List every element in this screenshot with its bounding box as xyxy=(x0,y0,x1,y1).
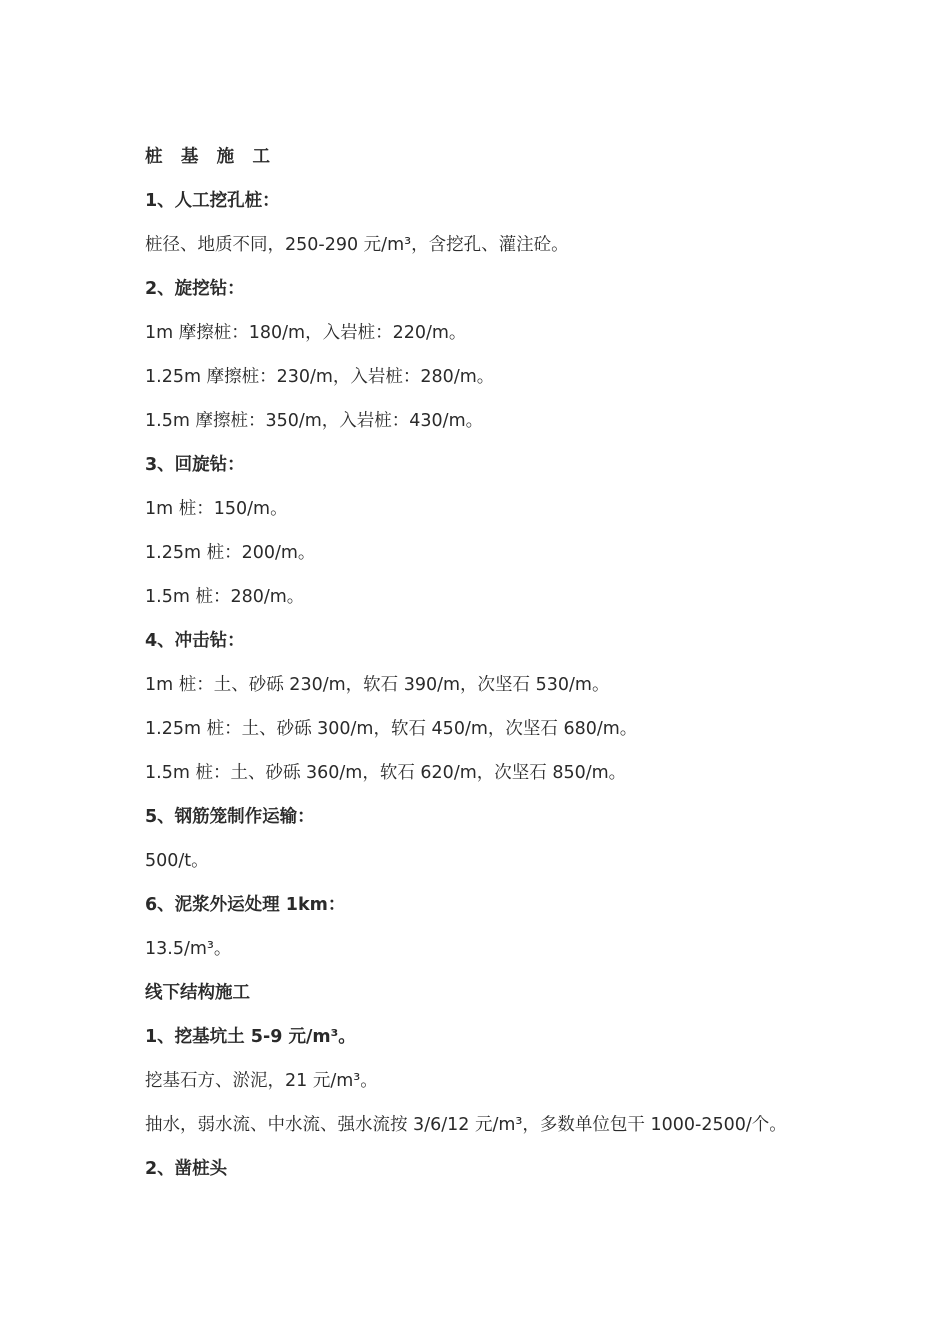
item-heading-rebar-cage: 5、钢筋笼制作运输： xyxy=(145,807,315,827)
paragraph-line: 1.5m 桩：土、砂砾 360/m，软石 620/m，次坚石 850/m。 xyxy=(145,763,627,783)
item-heading-rotary-drill: 3、回旋钻： xyxy=(145,455,245,475)
paragraph-line: 1.5m 桩：280/m。 xyxy=(145,587,305,607)
paragraph-line: 1.5m 摩擦桩：350/m，入岩桩：430/m。 xyxy=(145,411,484,431)
document-body xyxy=(145,144,810,1200)
item-heading-mud-disposal: 6、泥浆外运处理 1km： xyxy=(145,895,346,915)
paragraph-line: 500/t。 xyxy=(145,851,209,871)
item-heading-excavate-pit: 1、挖基坑土 5-9 元/m³。 xyxy=(145,1027,356,1047)
item-heading-pile-head-chiseling: 2、凿桩头 xyxy=(145,1159,228,1179)
paragraph-line: 1m 摩擦桩：180/m，入岩桩：220/m。 xyxy=(145,323,467,343)
paragraph-line: 挖基石方、淤泥，21 元/m³。 xyxy=(145,1071,378,1091)
section-title-substructure: 线下结构施工 xyxy=(145,983,250,1003)
item-heading-manual-dug-pile: 1、人工挖孔桩： xyxy=(145,191,280,211)
paragraph-line: 13.5/m³。 xyxy=(145,939,232,959)
paragraph-line: 1m 桩：土、砂砾 230/m，软石 390/m，次坚石 530/m。 xyxy=(145,675,610,695)
paragraph-line: 桩径、地质不同，250-290 元/m³，含挖孔、灌注砼。 xyxy=(145,235,569,255)
item-heading-percussion-drill: 4、冲击钻： xyxy=(145,631,245,651)
section-title-pile-foundation: 桩 基 施 工 xyxy=(145,147,277,167)
paragraph-line: 1.25m 桩：200/m。 xyxy=(145,543,316,563)
paragraph-line: 1m 桩：150/m。 xyxy=(145,499,288,519)
paragraph-line: 1.25m 桩：土、砂砾 300/m，软石 450/m，次坚石 680/m。 xyxy=(145,719,638,739)
paragraph-line-wrapped: 抽水，弱水流、中水流、强水流按 3/6/12 元/m³，多数单位包干 1000-2500/个。 xyxy=(145,1115,787,1135)
paragraph-line: 1.25m 摩擦桩：230/m，入岩桩：280/m。 xyxy=(145,367,495,387)
item-heading-rotary-excavating: 2、旋挖钻： xyxy=(145,279,245,299)
